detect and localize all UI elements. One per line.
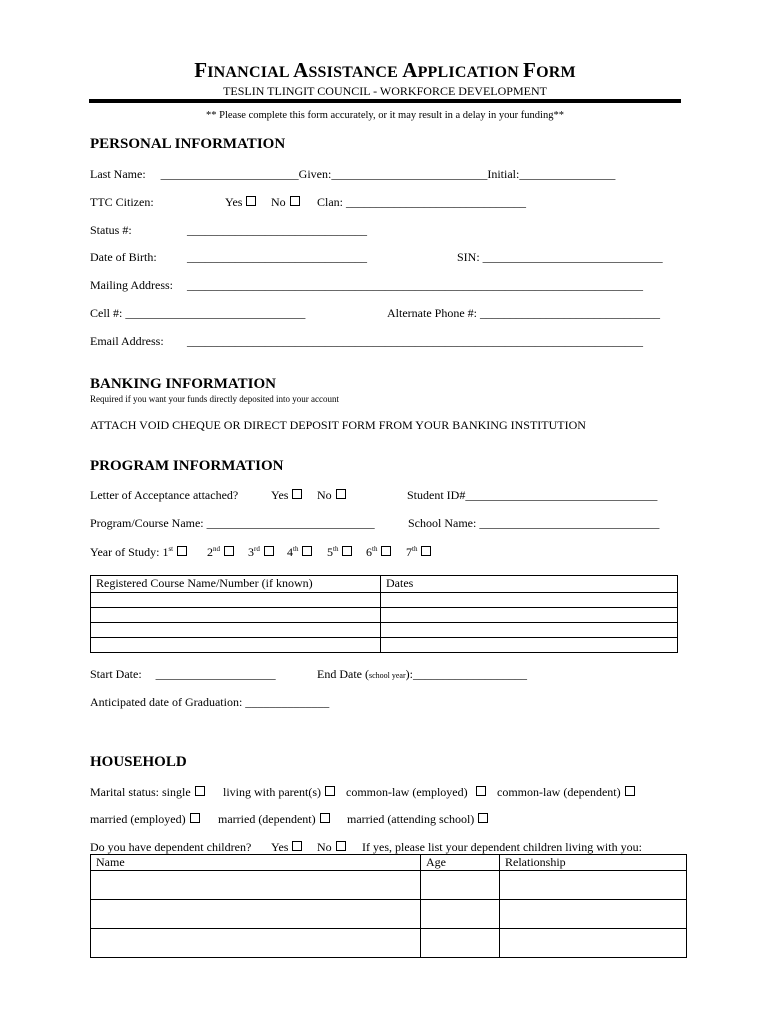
table-row — [91, 871, 687, 900]
status-field[interactable]: ______________________________ — [187, 223, 367, 237]
children-no-label: No — [317, 840, 332, 854]
acceptance-label: Letter of Acceptance attached? — [90, 488, 239, 502]
course-table — [90, 575, 678, 653]
year-4-checkbox[interactable] — [302, 546, 312, 556]
year-4 — [287, 545, 312, 560]
course-cell[interactable] — [91, 593, 381, 608]
ttc-yes-checkbox[interactable] — [246, 196, 256, 206]
living-parents-checkbox[interactable] — [325, 786, 335, 796]
banking-attach-note: ATTACH VOID CHEQUE OR DIRECT DEPOSIT FORM FROM YOUR BANKING INSTITUTION — [90, 418, 586, 432]
sin-row — [457, 250, 663, 265]
start-date-label: Start Date: — [90, 667, 142, 681]
children-question: Do you have dependent children? — [90, 840, 252, 854]
course-field[interactable]: ____________________________ — [206, 516, 375, 530]
dob-field[interactable]: ______________________________ — [187, 250, 367, 264]
ttc-no-label: No — [271, 195, 286, 209]
clan-field[interactable]: ______________________________ — [346, 195, 526, 209]
end-date-field[interactable]: ___________________ — [412, 667, 527, 681]
table-row — [91, 900, 687, 929]
completion-note: ** Please complete this form accurately, or it may result in a delay in your funding** — [206, 110, 564, 121]
ttc-no — [271, 195, 300, 210]
acceptance-no-checkbox[interactable] — [336, 489, 346, 499]
child-age-cell[interactable] — [421, 929, 500, 958]
clan-row — [317, 195, 526, 210]
m-dependent-checkbox[interactable] — [320, 813, 330, 823]
table-row — [91, 608, 678, 623]
marital-living-parents — [223, 785, 335, 800]
school-row — [408, 516, 659, 531]
course-cell[interactable] — [91, 608, 381, 623]
given-field[interactable]: __________________________ — [331, 167, 488, 181]
year-6-checkbox[interactable] — [381, 546, 391, 556]
table-row — [91, 623, 678, 638]
cl-dependent-label: common-law (dependent) — [497, 785, 621, 799]
year-5-checkbox[interactable] — [342, 546, 352, 556]
year-4-label: 4 — [287, 545, 293, 559]
ttc-yes — [225, 195, 256, 210]
children-table — [90, 854, 687, 958]
start-date-row — [90, 667, 276, 682]
status-label: Status #: — [90, 223, 132, 237]
living-parents-label: living with parent(s) — [223, 785, 321, 799]
dates-header: Dates — [381, 576, 678, 593]
acceptance-yes — [271, 488, 302, 503]
single-checkbox[interactable] — [195, 786, 205, 796]
clan-label: Clan: — [317, 195, 343, 209]
student-id-label: Student ID# — [407, 488, 466, 502]
email-field[interactable]: ____________________________________________________________________________ — [187, 334, 643, 348]
end-date-label: End Date ( — [317, 667, 369, 681]
acceptance-yes-checkbox[interactable] — [292, 489, 302, 499]
acceptance-no-label: No — [317, 488, 332, 502]
banking-heading: BANKING INFORMATION — [90, 376, 276, 392]
initial-label: Initial: — [487, 167, 520, 181]
year-2-checkbox[interactable] — [224, 546, 234, 556]
year-7-label: 7 — [406, 545, 412, 559]
m-dependent-label: married (dependent) — [218, 812, 316, 826]
year-5-sup: th — [333, 545, 339, 553]
sin-field[interactable]: ______________________________ — [482, 250, 663, 264]
student-id-field[interactable]: ________________________________ — [465, 488, 658, 502]
student-id-row — [407, 488, 657, 503]
dates-cell[interactable] — [381, 608, 678, 623]
year-4-sup: th — [293, 545, 299, 553]
personal-heading: PERSONAL INFORMATION — [90, 136, 286, 152]
acceptance-no — [317, 488, 346, 503]
alt-phone-label: Alternate Phone #: — [387, 306, 477, 320]
cl-employed-label: common-law (employed) — [346, 785, 468, 799]
marital-m-school — [347, 812, 488, 827]
year-7-sup: th — [412, 545, 418, 553]
form-title — [0, 58, 770, 83]
end-date-small: school year — [368, 671, 406, 680]
organization-subtitle: TESLIN TLINGIT COUNCIL - WORKFORCE DEVELOPMENT — [223, 84, 547, 98]
initial-field[interactable]: ________________ — [519, 167, 616, 181]
title-initial-1: A — [293, 58, 309, 82]
year-1-checkbox[interactable] — [177, 546, 187, 556]
year-label: Year of Study: 1 — [90, 545, 169, 559]
m-school-checkbox[interactable] — [478, 813, 488, 823]
marital-m-employed — [90, 812, 200, 827]
year-5-label: 5 — [327, 545, 333, 559]
course-name-header: Registered Course Name/Number (if known) — [91, 576, 381, 593]
child-age-cell[interactable] — [421, 871, 500, 900]
child-relationship-cell[interactable] — [500, 929, 687, 958]
graduation-row — [90, 695, 329, 710]
mailing-field[interactable]: ____________________________________________________________________________ — [187, 278, 643, 292]
child-relationship-cell[interactable] — [500, 900, 687, 929]
child-name-cell[interactable] — [91, 929, 421, 958]
table-row — [91, 638, 678, 653]
course-cell[interactable] — [91, 623, 381, 638]
last-name-row — [90, 167, 615, 182]
dates-cell[interactable] — [381, 638, 678, 653]
dob-label: Date of Birth: — [90, 250, 157, 264]
title-rest-2: PPLICATION — [417, 64, 524, 81]
dates-cell[interactable] — [381, 593, 678, 608]
title-rest-0: INANCIAL — [207, 64, 294, 81]
children-list-prompt: If yes, please list your dependent children living with you: — [362, 840, 642, 854]
year-6-sup: th — [372, 545, 378, 553]
graduation-field[interactable]: ______________ — [245, 695, 330, 709]
alt-phone-row — [387, 306, 660, 321]
ttc-no-checkbox[interactable] — [290, 196, 300, 206]
table-row — [91, 929, 687, 958]
children-yes — [271, 840, 302, 855]
year-3-sup: rd — [254, 545, 260, 553]
year-2 — [207, 545, 234, 560]
school-label: School Name: — [408, 516, 477, 530]
sin-label: SIN: — [457, 250, 480, 264]
table-row — [91, 593, 678, 608]
children-no-checkbox[interactable] — [336, 841, 346, 851]
title-rest-3: ORM — [536, 64, 576, 81]
ttc-yes-label: Yes — [225, 195, 243, 209]
given-label: Given: — [298, 167, 332, 181]
acceptance-yes-label: Yes — [271, 488, 289, 502]
end-date-close: ): — [405, 667, 413, 681]
graduation-label: Anticipated date of Graduation: — [90, 695, 243, 709]
relationship-header: Relationship — [500, 855, 687, 871]
m-school-label: married (attending school) — [347, 812, 475, 826]
cl-employed-checkbox[interactable] — [476, 786, 486, 796]
name-header: Name — [91, 855, 421, 871]
year-3-label: 3 — [248, 545, 254, 559]
marital-m-dependent — [218, 812, 330, 827]
year-2-label: 2 — [207, 545, 213, 559]
header-rule — [89, 99, 681, 103]
m-employed-label: married (employed) — [90, 812, 186, 826]
last-name-field[interactable]: _______________________ — [160, 167, 299, 181]
children-no — [317, 840, 346, 855]
marital-cl-employed — [346, 785, 486, 800]
course-table-header — [91, 576, 678, 593]
marital-label: Marital status: single — [90, 785, 191, 799]
cell-field[interactable]: ______________________________ — [125, 306, 306, 320]
child-name-cell[interactable] — [91, 900, 421, 929]
school-field[interactable]: ______________________________ — [479, 516, 660, 530]
title-initial-2: A — [402, 58, 418, 82]
year-3-checkbox[interactable] — [264, 546, 274, 556]
cl-dependent-checkbox[interactable] — [625, 786, 635, 796]
ttc-citizen-label: TTC Citizen: — [90, 195, 154, 209]
children-yes-checkbox[interactable] — [292, 841, 302, 851]
course-label: Program/Course Name: — [90, 516, 204, 530]
year-7-checkbox[interactable] — [421, 546, 431, 556]
marital-cl-dependent — [497, 785, 635, 800]
course-cell[interactable] — [91, 638, 381, 653]
child-relationship-cell[interactable] — [500, 871, 687, 900]
household-heading: HOUSEHOLD — [90, 754, 187, 770]
program-heading: PROGRAM INFORMATION — [90, 458, 284, 474]
year-5 — [327, 545, 352, 560]
end-date-row — [317, 667, 527, 682]
child-name-cell[interactable] — [91, 871, 421, 900]
alt-phone-field[interactable]: ______________________________ — [479, 306, 660, 320]
child-age-cell[interactable] — [421, 900, 500, 929]
start-date-field[interactable]: ____________________ — [155, 667, 276, 681]
title-initial-3: F — [523, 58, 537, 82]
year-of-study-row — [90, 545, 187, 560]
marital-single — [90, 785, 205, 800]
year-3 — [248, 545, 274, 560]
title-initial-0: F — [194, 58, 208, 82]
year-7 — [406, 545, 431, 560]
mailing-label: Mailing Address: — [90, 278, 173, 292]
year-1-sup: st — [168, 545, 174, 553]
children-yes-label: Yes — [271, 840, 289, 854]
age-header: Age — [421, 855, 500, 871]
course-row — [90, 516, 375, 531]
year-2-sup: nd — [213, 545, 220, 553]
year-6-label: 6 — [366, 545, 372, 559]
dates-cell[interactable] — [381, 623, 678, 638]
last-name-label: Last Name: — [90, 167, 146, 181]
title-rest-1: SSISTANCE — [308, 64, 403, 81]
cell-row — [90, 306, 305, 321]
banking-subtext: Required if you want your funds directly deposited into your account — [90, 394, 339, 404]
cell-label: Cell #: — [90, 306, 123, 320]
children-table-header — [91, 855, 687, 871]
m-employed-checkbox[interactable] — [190, 813, 200, 823]
email-label: Email Address: — [90, 334, 164, 348]
year-6 — [366, 545, 391, 560]
